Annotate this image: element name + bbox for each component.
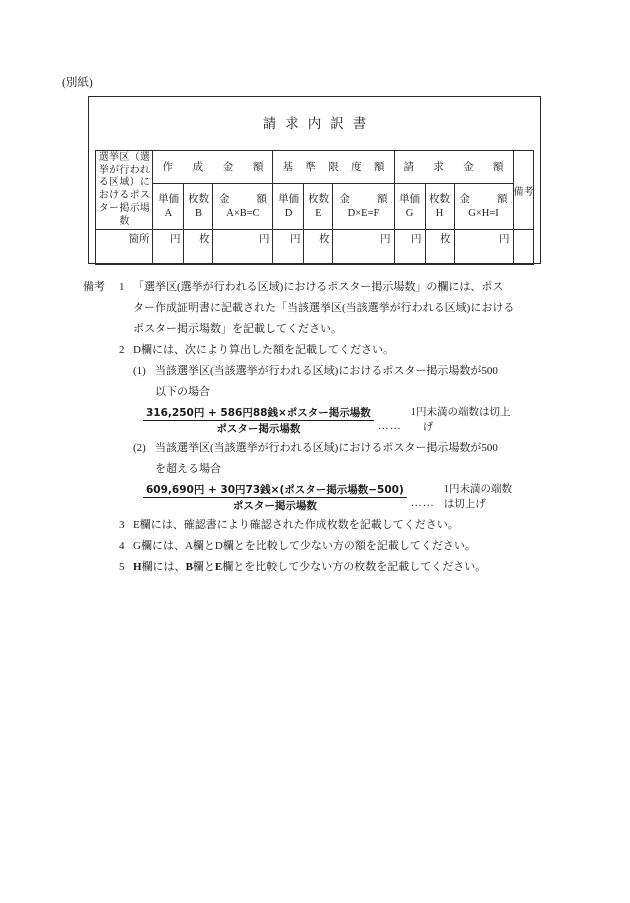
note-5-text: H欄には、B欄とE欄とを比較して少ない方の枚数を記載してください。 (133, 561, 487, 573)
note-1-text: 「選挙区(選挙が行われる区域)におけるポスター掲示場数」の欄には、ポス ター作成証明書に記載された「当該選挙区(当該選挙が行われる区域)における ポスター掲示場数」を記載してください。 (133, 281, 515, 335)
note-2-number: 2 (119, 344, 125, 356)
note-item-3 (119, 515, 543, 536)
col-header-sheets-b: 枚数 B (184, 183, 213, 229)
case-2-text: 当該選挙区(当該選挙が行われる区域)におけるポスター掲示場数が500 を超える場合 (155, 442, 498, 475)
leader-dots: …… (377, 419, 402, 432)
formula-under-500 (143, 406, 543, 435)
note-2-case-1 (133, 361, 543, 403)
unit-cell-yen-a: 円 (153, 230, 184, 265)
unit-cell-yen-f: 円 (333, 230, 394, 265)
col-header-sheets-h: 枚数 H (425, 183, 454, 229)
formula-1-numerator: 316,250円 + 586円88銭×ポスター掲示場数 (143, 407, 374, 421)
group-header-claim-amount: 請求金額 (394, 151, 513, 184)
col-header-unit-price-d: 単価 D (273, 183, 304, 229)
site-count-header-cell (96, 151, 153, 230)
unit-cell-yen-g: 円 (394, 230, 425, 265)
attachment-label: (別紙) (62, 77, 93, 89)
formula-1-fraction (143, 407, 374, 435)
note-4-number: 4 (119, 540, 125, 552)
form-box (88, 96, 541, 264)
site-count-header: 選挙区（選挙が行われる区域）におけるポスター掲示場数 (98, 152, 151, 227)
note-item-5 (119, 557, 543, 578)
unit-cell-yen-i: 円 (454, 230, 513, 265)
remarks-empty-cell (513, 230, 533, 265)
unit-cell-sheets-h: 枚 (425, 230, 454, 265)
note-3-number: 3 (119, 519, 125, 531)
note-item-1 (83, 277, 543, 340)
group-header-production-amount: 作成金額 (153, 151, 273, 184)
note-5-number: 5 (119, 561, 125, 573)
case-1-text: 当該選挙区(当該選挙が行われる区域)におけるポスター掲示場数が500 以下の場合 (155, 365, 498, 398)
col-header-amount-i: 金額 G×H=I (454, 183, 513, 229)
unit-cell-yen-c: 円 (213, 230, 273, 265)
formula-over-500 (143, 483, 543, 512)
remarks-header: 備考 (513, 151, 533, 230)
unit-cell-yen-d: 円 (273, 230, 304, 265)
formula-2-denominator: ポスター掲示場数 (232, 499, 317, 512)
leader-dots: …… (410, 496, 435, 509)
note-2-text: D欄には、次により算出した額を記載してください。 (133, 344, 394, 356)
site-count-unit-cell: 箇所 (96, 230, 153, 265)
case-1-number: (1) (133, 365, 146, 377)
formula-2-rounding-note: 1円未満の端数 は切上げ (443, 484, 513, 510)
note-item-2 (119, 340, 543, 361)
note-1-number: 1 (119, 281, 125, 293)
formula-2-fraction (143, 484, 407, 512)
col-header-amount-c: 金額 A×B=C (213, 183, 273, 229)
formula-1-rounding-note: 1円未満の端数は切上 げ (410, 407, 511, 433)
group-header-standard-limit-amount: 基準限度額 (273, 151, 394, 184)
unit-cell-sheets-b: 枚 (184, 230, 213, 265)
case-2-number: (2) (133, 442, 146, 454)
note-4-text: G欄には、A欄とD欄とを比較して少ない方の額を記載してください。 (133, 540, 476, 552)
col-header-amount-f: 金額 D×E=F (333, 183, 394, 229)
form-title: 請求内訳書 (262, 116, 376, 131)
note-3-text: E欄には、確認書により確認された作成枚数を記載してください。 (133, 519, 459, 531)
unit-cell-sheets-e: 枚 (304, 230, 333, 265)
col-header-unit-price-a: 単価 A (153, 183, 184, 229)
note-item-4 (119, 536, 543, 557)
col-header-sheets-e: 枚数 E (304, 183, 333, 229)
col-header-unit-price-g: 単価 G (394, 183, 425, 229)
formula-2-numerator: 609,690円 + 30円73銭×(ポスター掲示場数−500) (143, 484, 407, 498)
invoice-breakdown-table (95, 150, 533, 265)
notes-section (83, 277, 543, 578)
note-2-case-2 (133, 438, 543, 480)
formula-1-denominator: ポスター掲示場数 (216, 422, 301, 435)
notes-label: 備考 (83, 281, 105, 293)
